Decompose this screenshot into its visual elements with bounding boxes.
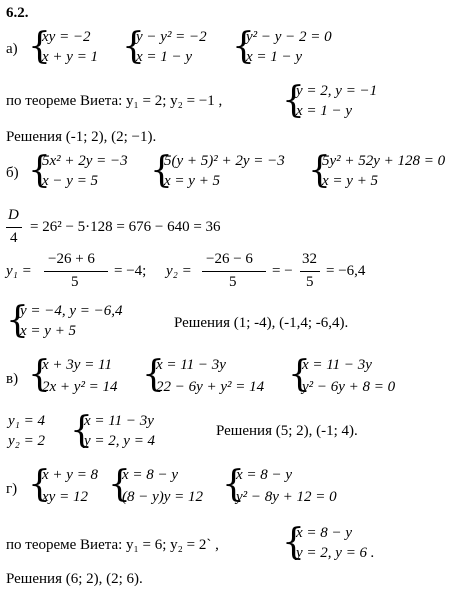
equation: x = 8 − y — [236, 467, 293, 483]
y2-lhs: y₂ = — [166, 263, 192, 279]
part-v-answer: Решения (5; 2), (-1; 4). — [216, 423, 358, 439]
equation: 5(y + 5)² + 2y = −3 — [164, 153, 285, 169]
brace-icon: { — [222, 464, 245, 505]
brace-icon: { — [150, 150, 173, 191]
equation: y = −4, y = −6,4 — [20, 303, 123, 319]
equation: 22 − 6y + y² = 14 — [156, 379, 265, 395]
brace-icon: { — [232, 26, 255, 67]
equation: 5y² + 52y + 128 = 0 — [322, 153, 446, 169]
equation: xy = −2 — [42, 29, 91, 45]
part-g-answer: Решения (6; 2), (2; 6). — [6, 571, 143, 587]
brace-icon: { — [28, 464, 51, 505]
equation: 5x² + 2y = −3 — [42, 153, 128, 169]
equation: x = y + 5 — [322, 173, 379, 189]
equation: 2x + y² = 14 — [42, 379, 118, 395]
part-a-answer: Решения (-1; 2), (2; −1). — [6, 129, 157, 145]
brace-icon: { — [28, 26, 51, 67]
discriminant-value: = 26² − 5·128 = 676 − 640 = 36 — [30, 219, 221, 235]
problem-number: 6.2. — [6, 5, 29, 21]
y2-value: = −6,4 — [326, 263, 366, 279]
equation: y = 2, y = 4 — [84, 433, 156, 449]
brace-icon: { — [70, 410, 93, 451]
equation: x + y = 8 — [42, 467, 99, 483]
denominator: 4 — [10, 230, 18, 246]
equation: x = 8 − y — [122, 467, 179, 483]
equation: y − y² = −2 — [136, 29, 207, 45]
equation: y² − y − 2 = 0 — [246, 29, 332, 45]
equation: y = 2, y = −1 — [296, 83, 378, 99]
equation: x = 1 − y — [246, 49, 303, 65]
brace-icon: { — [308, 150, 331, 191]
equation: (8 − y)y = 12 — [122, 489, 204, 505]
brace-icon: { — [28, 150, 51, 191]
numerator: −26 − 6 — [206, 251, 253, 267]
part-v-label: в) — [6, 371, 19, 387]
y1-lhs: y₁ = — [6, 263, 32, 279]
numerator: −26 + 6 — [48, 251, 95, 267]
y2-equals: = − — [272, 263, 293, 279]
equation: x = y + 5 — [20, 323, 77, 339]
numerator: D — [8, 207, 19, 223]
equation: x = 11 − 3y — [84, 413, 154, 429]
brace-icon: { — [122, 26, 145, 67]
equation: x = 1 − y — [296, 103, 353, 119]
root-y2: y₂ = 2 — [8, 433, 45, 449]
equation: x + 3y = 11 — [42, 357, 112, 373]
equation: x = 1 − y — [136, 49, 193, 65]
part-a-label: а) — [6, 41, 18, 57]
brace-icon: { — [28, 354, 51, 395]
denominator: 5 — [306, 274, 314, 290]
brace-icon: { — [6, 300, 29, 341]
part-b-label: б) — [6, 165, 19, 181]
part-g-label: г) — [6, 481, 18, 497]
brace-icon: { — [142, 354, 165, 395]
denominator: 5 — [71, 274, 79, 290]
brace-icon: { — [282, 522, 305, 563]
y1-value: = −4; — [114, 263, 147, 279]
part-a-vieta: по теореме Виета: y₁ = 2; y₂ = −1 , — [6, 93, 223, 109]
equation: x + y = 1 — [42, 49, 99, 65]
brace-icon: { — [108, 464, 131, 505]
equation: y = 2, y = 6 . — [296, 545, 375, 561]
part-g-vieta: по теореме Виета: y₁ = 6; y₂ = 2` , — [6, 537, 219, 553]
denominator: 5 — [229, 274, 237, 290]
fraction-bar — [300, 271, 320, 272]
part-b-answer: Решения (1; -4), (-1,4; -6,4). — [174, 315, 349, 331]
fraction-bar — [44, 271, 108, 272]
brace-icon: { — [282, 80, 305, 121]
equation: x = 11 − 3y — [156, 357, 226, 373]
equation: y² − 6y + 8 = 0 — [302, 379, 396, 395]
fraction-bar — [202, 271, 266, 272]
brace-icon: { — [288, 354, 311, 395]
equation: x = y + 5 — [164, 173, 221, 189]
equation: xy = 12 — [42, 489, 88, 505]
equation: x = 8 − y — [296, 525, 353, 541]
equation: x = 11 − 3y — [302, 357, 372, 373]
equation: y² − 8y + 12 = 0 — [236, 489, 337, 505]
fraction-bar — [6, 227, 22, 228]
numerator: 32 — [302, 251, 317, 267]
root-y1: y₁ = 4 — [8, 413, 45, 429]
equation: x − y = 5 — [42, 173, 99, 189]
